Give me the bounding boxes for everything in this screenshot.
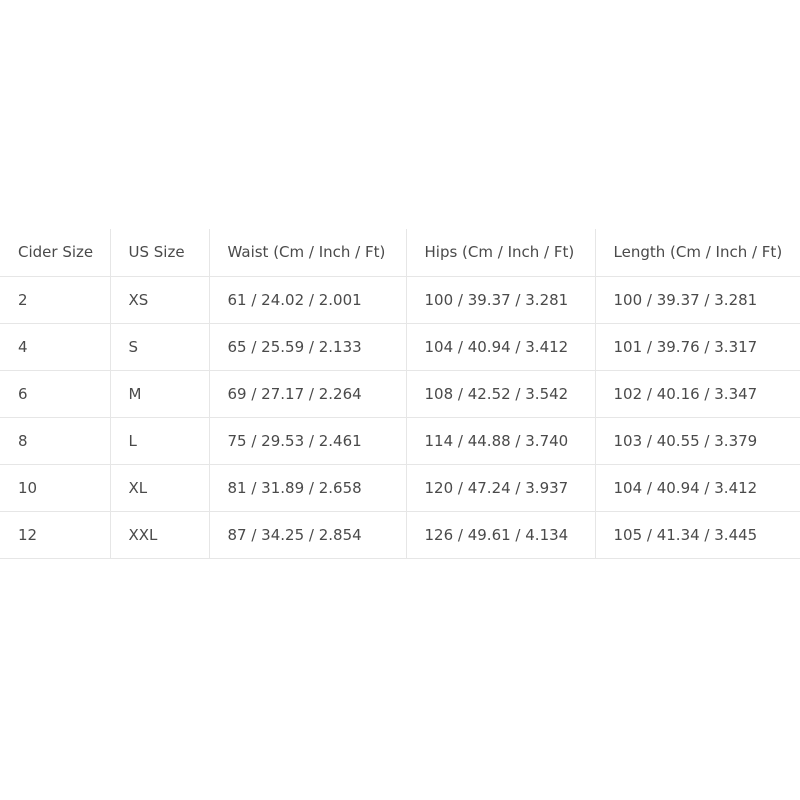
- cell-hips: 104 / 40.94 / 3.412: [406, 323, 595, 370]
- cell-cider-size: 4: [0, 323, 110, 370]
- cell-hips: 114 / 44.88 / 3.740: [406, 417, 595, 464]
- table-header: [0, 229, 800, 276]
- cell-us-size: XL: [110, 464, 209, 511]
- cell-waist: 81 / 31.89 / 2.658: [209, 464, 406, 511]
- cell-cider-size: 6: [0, 370, 110, 417]
- cell-length: 105 / 41.34 / 3.445: [595, 511, 800, 558]
- cell-length: 102 / 40.16 / 3.347: [595, 370, 800, 417]
- cell-hips: 108 / 42.52 / 3.542: [406, 370, 595, 417]
- size-chart-table: [0, 229, 800, 559]
- header-length: Length (Cm / Inch / Ft): [595, 229, 800, 276]
- cell-waist: 61 / 24.02 / 2.001: [209, 276, 406, 323]
- header-hips: Hips (Cm / Inch / Ft): [406, 229, 595, 276]
- cell-waist: 87 / 34.25 / 2.854: [209, 511, 406, 558]
- cell-hips: 120 / 47.24 / 3.937: [406, 464, 595, 511]
- header-us-size: US Size: [110, 229, 209, 276]
- cell-cider-size: 8: [0, 417, 110, 464]
- cell-cider-size: 2: [0, 276, 110, 323]
- header-cider-size: Cider Size: [0, 229, 110, 276]
- cell-cider-size: 10: [0, 464, 110, 511]
- cell-hips: 126 / 49.61 / 4.134: [406, 511, 595, 558]
- cell-us-size: M: [110, 370, 209, 417]
- table-row: [0, 417, 800, 464]
- cell-length: 103 / 40.55 / 3.379: [595, 417, 800, 464]
- cell-cider-size: 12: [0, 511, 110, 558]
- table-row: [0, 276, 800, 323]
- cell-hips: 100 / 39.37 / 3.281: [406, 276, 595, 323]
- header-waist: Waist (Cm / Inch / Ft): [209, 229, 406, 276]
- cell-length: 100 / 39.37 / 3.281: [595, 276, 800, 323]
- cell-us-size: XXL: [110, 511, 209, 558]
- cell-length: 104 / 40.94 / 3.412: [595, 464, 800, 511]
- header-row: [0, 229, 800, 276]
- cell-waist: 69 / 27.17 / 2.264: [209, 370, 406, 417]
- cell-length: 101 / 39.76 / 3.317: [595, 323, 800, 370]
- cell-waist: 65 / 25.59 / 2.133: [209, 323, 406, 370]
- table-row: [0, 323, 800, 370]
- cell-waist: 75 / 29.53 / 2.461: [209, 417, 406, 464]
- table-row: [0, 511, 800, 558]
- cell-us-size: L: [110, 417, 209, 464]
- cell-us-size: S: [110, 323, 209, 370]
- table-body: [0, 276, 800, 558]
- table-row: [0, 370, 800, 417]
- table-row: [0, 464, 800, 511]
- cell-us-size: XS: [110, 276, 209, 323]
